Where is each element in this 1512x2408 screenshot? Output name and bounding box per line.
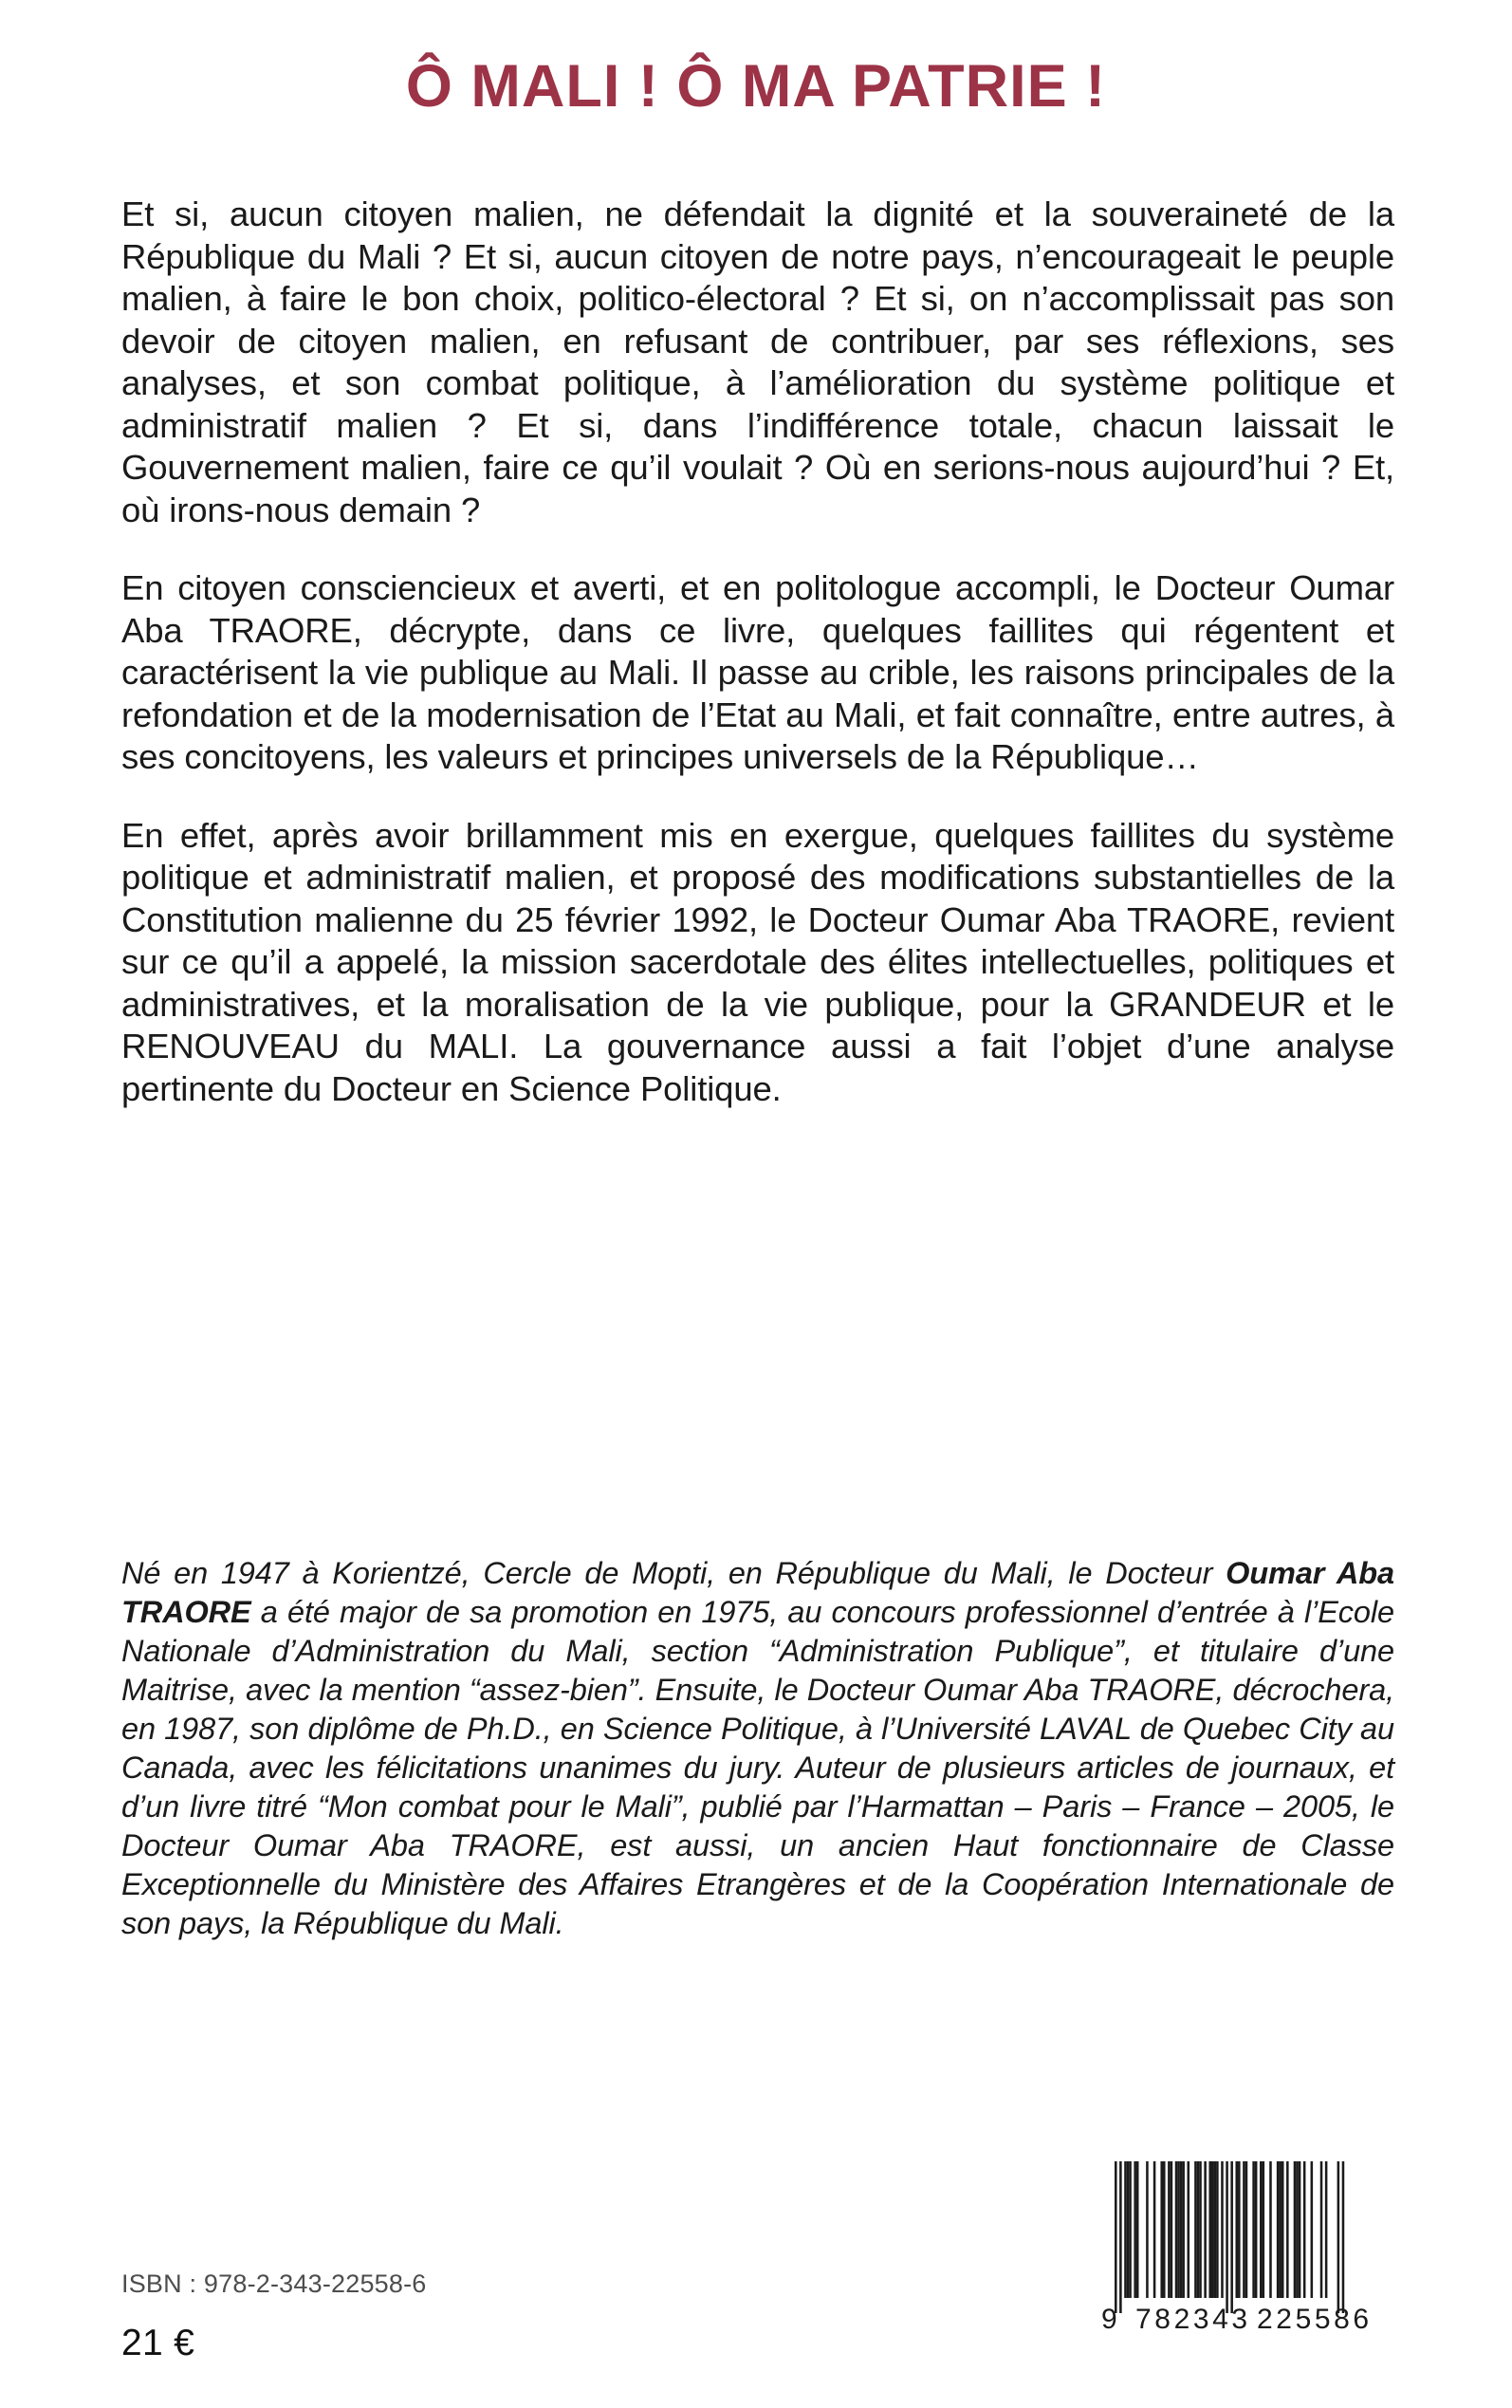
biography-rest-text: a été major de sa promotion en 1975, au concours professionnel d’entrée à l’Ecole Nationale d’Administration du Mali, section “Administration Publique”, et titulaire d’une Maitrise, avec la mention “assez-bien”. Ensuite, le Docteur Oumar Aba TRAORE, décrochera, en 1987, son diplôme de Ph.D., en Science Politique, à l’Université LAVAL de Quebec City au Canada, avec les félicitations unanimes du jury. Auteur de plusieurs articles de journaux, et d’un livre titré “Mon combat pour le Mali”, publié par l’Harmattan – Paris – France – 2005, le Docteur Oumar Aba TRAORE, est aussi, un ancien Haut fonctionnaire de Classe Exceptionnelle du Ministère des Affaires Etrangères et de la Coopération Internationale de son pays, la République du Mali.: [121, 1595, 1394, 1940]
author-name: Oumar Aba TRAORE: [121, 1556, 1395, 1629]
blurb-paragraph-1: Et si, aucun citoyen malien, ne défendait la dignité et la souveraineté de la République du Mali ? Et si, aucun citoyen de notre pays, n’encourageait le peuple malien, à faire le bon choix, politico-électoral ? Et si, on n’accomplissait pas son devoir de citoyen malien, en refusant de contribuer, par ses réflexions, ses analyses, et son combat politique, à l’amélioration du système politique et administratif malien ? Et si, dans l’indifférence totale, chacun laissait le Gouvernement malien, faire ce qu’il voulait ? Où en serions-nous aujourd’hui ? Et, où irons-nous demain ?: [121, 194, 1394, 529]
svg-text:9: 9: [1101, 2304, 1117, 2335]
svg-text:782343: 782343: [1135, 2304, 1251, 2335]
blurb-paragraph-3: En effet, après avoir brillamment mis en exergue, quelques faillites du système politique et administratif malien, et proposé des modifications substantielles de la Constitution malienne du 25 février 1992, le Docteur Oumar Aba TRAORE, revient sur ce qu’il a appelé, la mission sacerdotale des élites intellectuelles, politiques et administratives, et la moralisation de la vie publique, pour la GRANDEUR et le RENOUVEAU du MALI. La gouvernance aussi a fait l’objet d’une analyse pertinente du Docteur en Science Politique.: [121, 815, 1394, 1108]
isbn-text: ISBN : 978-2-343-22558-6: [121, 2269, 427, 2298]
page-title: Ô MALI ! Ô MA PATRIE !: [405, 53, 1107, 120]
blurb-section: [121, 194, 1394, 1110]
barcode: [1086, 2146, 1399, 2353]
biography-lead-text: Né en 1947 à Korientzé, Cercle de Mopti, en République du Mali, le Docteur: [121, 1556, 1226, 1590]
blurb-paragraph-2: En citoyen consciencieux et averti, et en politologue accompli, le Docteur Oumar Aba TRAORE, décrypte, dans ce livre, quelques faillites qui régentent et caractérisent la vie publique au Mali. Il passe au crible, les raisons principales de la refondation et de la modernisation de l’Etat au Mali, et fait connaître, entre autres, à ses concitoyens, les valeurs et principes universels de la République…: [121, 568, 1394, 776]
price-text: 21 €: [121, 2323, 195, 2363]
ean13-barcode-graphic: [1086, 2146, 1399, 2353]
author-biography: [121, 1554, 1394, 1943]
svg-text:225586: 225586: [1257, 2304, 1373, 2335]
